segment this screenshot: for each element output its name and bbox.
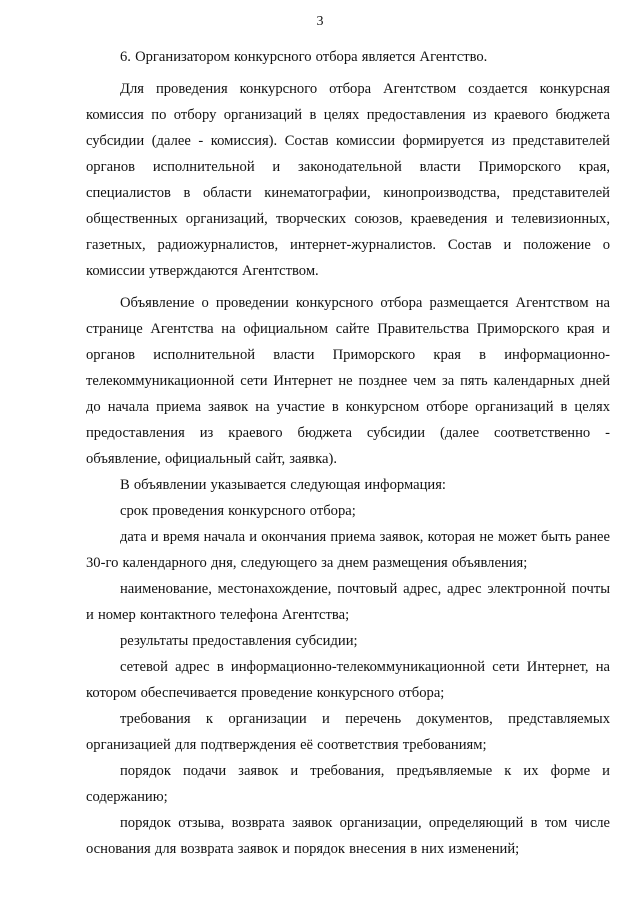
paragraph-commission: Для проведения конкурсного отбора Агентством создается конкурсная комиссия по отбору организаций в целях предоставления из краевого бюджета субсидии (далее - комиссия). Состав комиссии формируется из представителей органов исполнительной и законодательной власти Приморского края, специалистов в области кинематографии, кинопроизводства, представителей общественных организаций, творческих союзов, краеведения и телевизионных, газетных, радиожурналистов, интернет-журналистов. Состав и положение о комиссии утверждаются Агентством. <box>86 81 610 279</box>
list-item-term: срок проведения конкурсного отбора; <box>120 503 356 519</box>
list-item-requirements: требования к организации и перечень документов, представляемых организацией для подтверждения её соответствия требованиям; <box>86 711 610 753</box>
paragraph-info-intro: В объявлении указывается следующая информация: <box>120 477 446 493</box>
list-item-dates: дата и время начала и окончания приема заявок, которая не может быть ранее 30-го календарного дня, следующего за днем размещения объявления; <box>86 529 610 571</box>
list-item-contacts: наименование, местонахождение, почтовый адрес, адрес электронной почты и номер контактного телефона Агентства; <box>86 581 610 623</box>
list-item-network-address: сетевой адрес в информационно-телекоммуникационной сети Интернет, на котором обеспечивается проведение конкурсного отбора; <box>86 659 610 701</box>
paragraph-announcement: Объявление о проведении конкурсного отбора размещается Агентством на странице Агентства на официальном сайте Правительства Приморского края и органов исполнительной власти Приморского края в информационно-телекоммуникационной сети Интернет не позднее чем за пять календарных дней до начала приема заявок на участие в конкурсном отборе организаций в целях предоставления из краевого бюджета субсидии (далее соответственно - объявление, официальный сайт, заявка). <box>86 295 610 467</box>
list-item-submission-order: порядок подачи заявок и требования, предъявляемые к их форме и содержанию; <box>86 763 610 805</box>
paragraph-organizer: 6. Организатором конкурсного отбора является Агентство. <box>120 49 488 65</box>
list-item-withdrawal-order: порядок отзыва, возврата заявок организации, определяющий в том числе основания для возврата заявок и порядок внесения в них изменений; <box>86 815 610 857</box>
page-number: 3 <box>316 14 324 29</box>
list-item-results: результаты предоставления субсидии; <box>120 633 358 649</box>
